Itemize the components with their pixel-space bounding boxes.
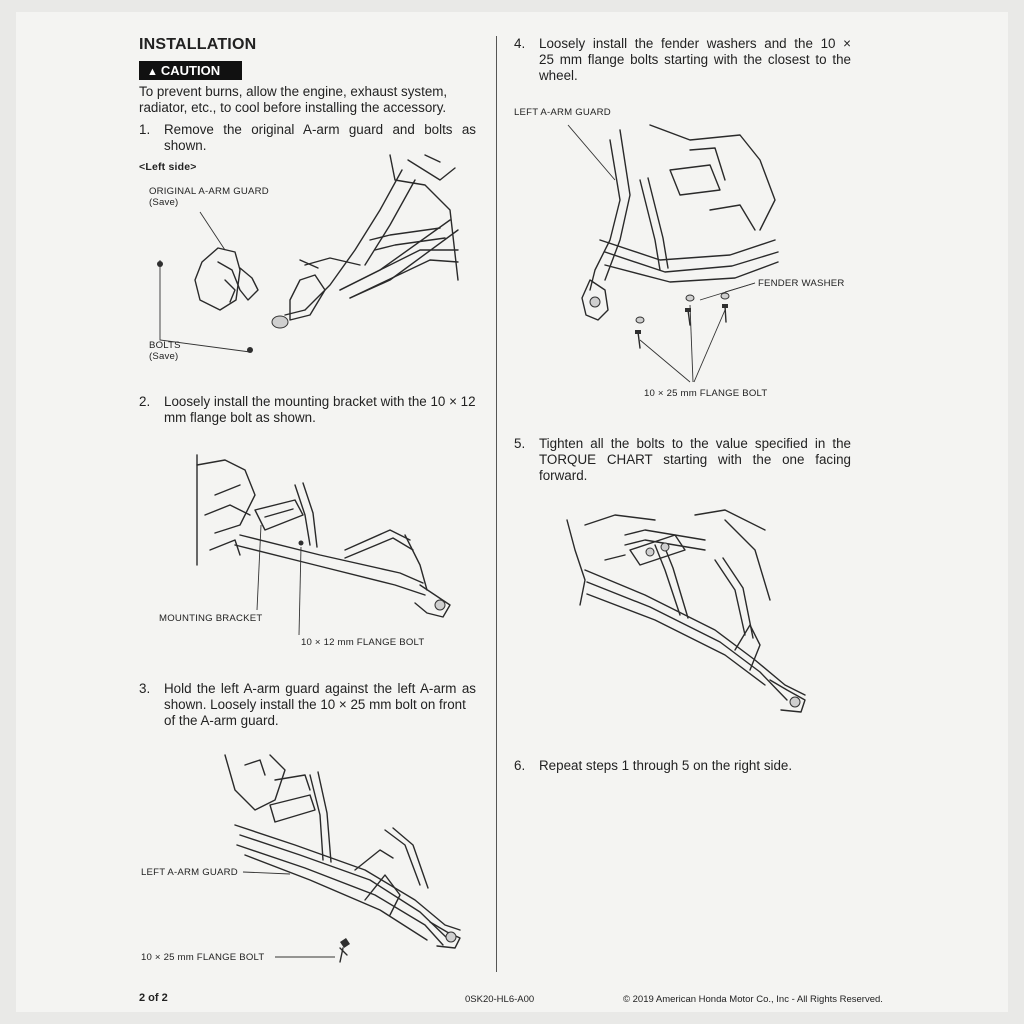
step-4-text-line-3: wheel. bbox=[539, 68, 578, 83]
figure-4-fender-washer-drawing bbox=[560, 120, 860, 390]
figure-1-a-arm-removal-drawing bbox=[140, 150, 480, 370]
figure-2-bolt-label: 10 × 12 mm FLANGE BOLT bbox=[301, 637, 425, 648]
figure-3-bolt-label: 10 × 25 mm FLANGE BOLT bbox=[141, 952, 265, 963]
step-3-text-line-3: of the A-arm guard. bbox=[164, 713, 279, 728]
step-1-text-line-2: shown. bbox=[164, 138, 207, 153]
caution-text-line-2: radiator, etc., to cool before installing the accessory. bbox=[139, 100, 447, 115]
step-5-number: 5. bbox=[514, 436, 526, 451]
step-6-number: 6. bbox=[514, 758, 526, 773]
step-6-text-line-1: Repeat steps 1 through 5 on the right side. bbox=[539, 758, 793, 773]
step-3-text-line-1: Hold the left A-arm guard against the left A-arm as bbox=[164, 681, 476, 696]
step-2-text-line-1: Loosely install the mounting bracket with the 10 × 12 bbox=[164, 394, 476, 409]
step-4-text-line-1: Loosely install the fender washers and the 10 × bbox=[539, 36, 851, 51]
figure-4-washer-label: FENDER WASHER bbox=[758, 278, 845, 289]
step-2-text-line-2: mm flange bolt as shown. bbox=[164, 410, 316, 425]
document-code: 0SK20-HL6-A00 bbox=[465, 994, 535, 1005]
figure-2-bracket-label: MOUNTING BRACKET bbox=[159, 613, 263, 624]
step-4-number: 4. bbox=[514, 36, 526, 51]
figure-5-tightened-bolts-drawing bbox=[565, 510, 825, 725]
figure-4-guard-label: LEFT A-ARM GUARD bbox=[514, 107, 611, 118]
caution-label: CAUTION bbox=[160, 63, 221, 78]
step-3-text-line-2: shown. Loosely install the 10 × 25 mm bolt on front bbox=[164, 697, 466, 712]
page-title: INSTALLATION bbox=[139, 36, 257, 53]
figure-1-bolts-note: (Save) bbox=[149, 351, 179, 362]
figure-1-bolts-label: BOLTS bbox=[149, 340, 181, 351]
step-5-text-line-3: forward. bbox=[539, 468, 588, 483]
caution-badge bbox=[139, 61, 242, 80]
figure-3-a-arm-guard-drawing bbox=[215, 750, 475, 965]
figure-1-guard-note: (Save) bbox=[149, 197, 179, 208]
step-5-text-line-2: TORQUE CHART starting with the one facing bbox=[539, 452, 851, 467]
figure-3-guard-label: LEFT A-ARM GUARD bbox=[141, 867, 238, 878]
step-3-number: 3. bbox=[139, 681, 151, 696]
step-2-number: 2. bbox=[139, 394, 151, 409]
copyright-notice: © 2019 American Honda Motor Co., Inc - All Rights Reserved. bbox=[623, 994, 883, 1005]
step-1-number: 1. bbox=[139, 122, 151, 137]
figure-2-mounting-bracket-drawing bbox=[195, 455, 465, 635]
step-1-text-line-1: Remove the original A-arm guard and bolts as bbox=[164, 122, 476, 137]
figure-1-guard-label: ORIGINAL A-ARM GUARD bbox=[149, 186, 269, 197]
step-4-text-line-2: 25 mm flange bolts starting with the closest to the bbox=[539, 52, 851, 67]
figure-4-bolt-label: 10 × 25 mm FLANGE BOLT bbox=[644, 388, 768, 399]
warning-triangle-icon: ▲ bbox=[147, 66, 158, 78]
step-5-text-line-1: Tighten all the bolts to the value specified in the bbox=[539, 436, 851, 451]
page-number: 2 of 2 bbox=[139, 992, 168, 1004]
column-divider bbox=[496, 36, 497, 972]
caution-text-line-1: To prevent burns, allow the engine, exhaust system, bbox=[139, 84, 448, 99]
figure-1-side-label: <Left side> bbox=[139, 161, 197, 173]
